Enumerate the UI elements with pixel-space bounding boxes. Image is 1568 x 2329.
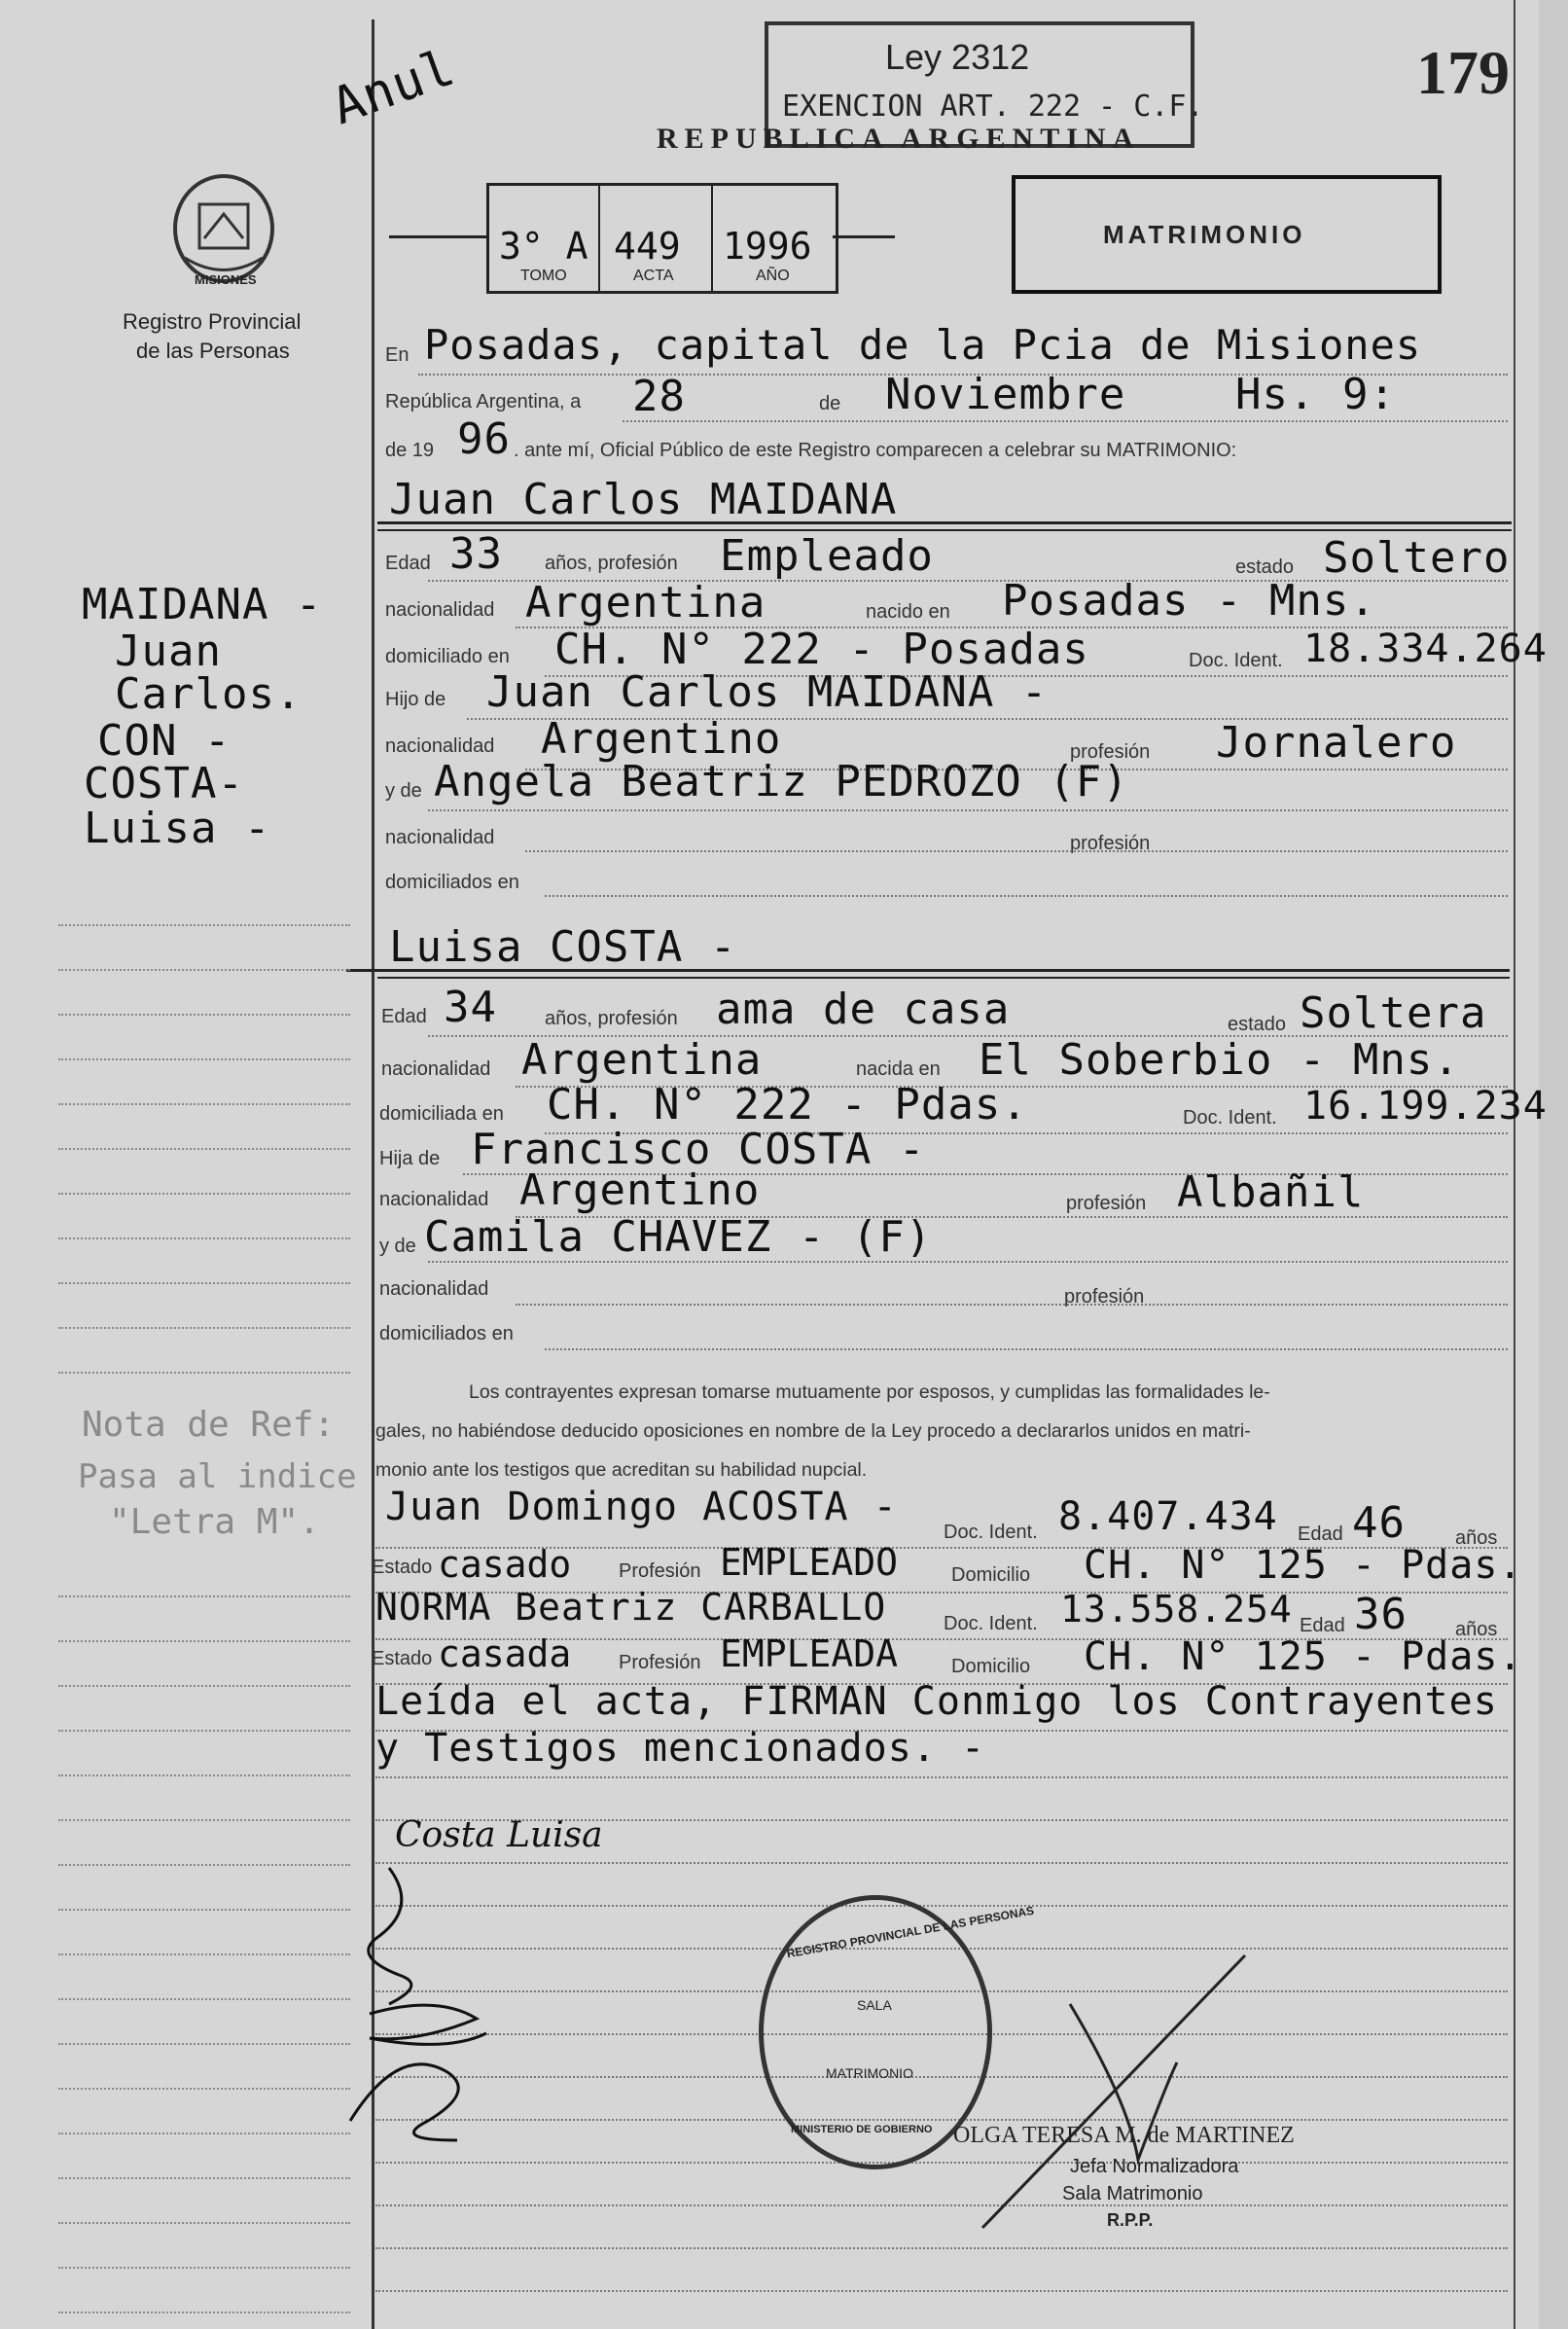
officer-title-1: Jefa Normalizadora [1070, 2156, 1239, 2177]
de-month-label: de [819, 393, 841, 414]
witness1-doc: 8.407.434 [1058, 1494, 1278, 1539]
margin-rule [58, 1909, 350, 1911]
bride-parents-address-label: domiciliados en [379, 1323, 514, 1344]
act-type-label: MATRIMONIO [1103, 220, 1306, 249]
groom-address: CH. N° 222 - Posadas [554, 625, 1089, 674]
witness2-address: CH. N° 125 - Pdas. [1084, 1634, 1523, 1679]
groom-name: Juan Carlos MAIDANA [389, 475, 898, 524]
witness1-doc-label: Doc. Ident. [944, 1522, 1038, 1543]
officer-name: OLGA TERESA M. de MARTINEZ [953, 2123, 1295, 2148]
margin-rule [58, 1685, 350, 1687]
bride-doc-label: Doc. Ident. [1183, 1107, 1277, 1129]
ruled-line [375, 1905, 1508, 1907]
bride-father-prof: Albañil [1177, 1167, 1365, 1217]
appearance-statement: . ante mí, Oficial Público de este Registro comparecen a celebrar su MATRIMONIO: [514, 440, 1237, 461]
bride-name-rule [346, 969, 1510, 972]
margin-rule [58, 2088, 350, 2090]
ruled-line [375, 2247, 1508, 2249]
margin-name-line-4: CON - [97, 716, 232, 766]
groom-age-label: Edad [385, 553, 431, 574]
witness1-age: 46 [1352, 1498, 1406, 1548]
groom-mother: Angela Beatriz PEDROZO (F) [434, 757, 1129, 806]
year-prefix-label: de 19 [385, 440, 435, 461]
registry-name-line-1: Registro Provincial [123, 309, 302, 334]
margin-rule [58, 1282, 350, 1284]
groom-father-nat: Argentino [541, 714, 782, 764]
ruled-line [375, 2204, 1508, 2206]
witness2-age: 36 [1354, 1590, 1408, 1639]
groom-born-label: nacido en [866, 601, 950, 623]
margin-rule [58, 1237, 350, 1239]
margin-rule [58, 1640, 350, 1642]
witness2-name: NORMA Beatriz CARBALLO [375, 1586, 887, 1629]
ruled-line [375, 2162, 1508, 2164]
signature-scribbles [331, 1848, 525, 2169]
place-value: Posadas, capital de la Pcia de Misiones [424, 321, 1422, 369]
margin-rule [58, 2177, 350, 2179]
bride-daughter-of-label: Hija de [379, 1148, 441, 1169]
witness2-estado-label: Estado [372, 1648, 433, 1669]
seal-bottom-text: MINISTERIO DE GOBIERNO [791, 2124, 933, 2135]
groom-mother-nat-rule [525, 850, 1508, 852]
margin-name-line-1: MAIDANA - [82, 580, 323, 629]
witness2-prof-label: Profesión [619, 1652, 701, 1673]
closing-line-1: Leída el acta, FIRMAN Conmigo los Contrayentes [375, 1679, 1498, 1724]
margin-name-line-3: Carlos. [115, 669, 303, 719]
seal-outer-text: REGISTRO PROVINCIAL DE LAS PERSONAS [785, 1903, 1036, 1961]
witness1-name: Juan Domingo ACOSTA - [385, 1485, 898, 1529]
closing-line-2: y Testigos mencionados. - [375, 1726, 986, 1771]
witness2-years-label: años [1455, 1619, 1498, 1640]
witness2-estado: casada [438, 1632, 572, 1675]
bride-mother-rule [428, 1261, 1508, 1263]
witness1-prof-label: Profesión [619, 1560, 701, 1582]
declaration-line-1: Los contrayentes expresan tomarse mutuamente por esposos, y cumplidas las formalidades le- [469, 1381, 1270, 1403]
ano-value: 1996 [723, 225, 812, 268]
groom-parents-address-label: domiciliados en [385, 872, 519, 893]
margin-rule [58, 1103, 350, 1105]
bride-estado-label: estado [1228, 1014, 1287, 1035]
date-rule [623, 420, 1508, 422]
groom-birthplace: Posadas - Mns. [1002, 576, 1376, 626]
en-label: En [385, 344, 410, 366]
margin-rule [58, 2132, 350, 2134]
margin-rule [58, 2311, 350, 2313]
groom-profession-label: años, profesión [545, 553, 678, 574]
groom-name-rule [377, 521, 1512, 524]
bride-born-label: nacida en [856, 1058, 941, 1080]
bride-age-label: Edad [381, 1006, 427, 1027]
acta-value: 449 [614, 225, 681, 268]
margin-rule [58, 1014, 350, 1016]
stamp-line-2: EXENCION ART. 222 - C.F. [782, 90, 1204, 124]
groom-parents-address-rule [545, 895, 1508, 897]
day-value: 28 [632, 372, 686, 421]
groom-estado: Soltero [1323, 533, 1511, 583]
act-box-divider-2 [711, 186, 713, 291]
groom-father-nat-label: nacionalidad [385, 735, 495, 757]
bride-signature: Costa Luisa [395, 1815, 603, 1855]
margin-rule [58, 1730, 350, 1732]
margin-rule [58, 1327, 350, 1329]
declaration-line-3: monio ante los testigos que acreditan su habilidad nupcial. [375, 1459, 868, 1481]
declaration-line-2: gales, no habiéndose deducido oposiciones en nombre de la Ley procedo a declararlos unidos en matri- [375, 1420, 1251, 1442]
officer-title-2: Sala Matrimonio [1062, 2183, 1203, 2204]
seal-inner-text-1: SALA [857, 1997, 892, 2013]
margin-rule [58, 1953, 350, 1955]
groom-mother-prof-label: profesión [1070, 833, 1151, 854]
witness2-age-label: Edad [1300, 1615, 1345, 1636]
margin-rule [58, 1193, 350, 1195]
witness1-estado-label: Estado [372, 1557, 433, 1578]
witness1-estado: casado [438, 1543, 572, 1586]
stamp-line-1: Ley 2312 [885, 37, 1030, 77]
folio-number: 179 [1416, 38, 1510, 107]
groom-mother-nat-label: nacionalidad [385, 827, 495, 848]
ref-note-line-3: "Letra M". [109, 1502, 320, 1542]
bride-doc: 16.199.234 [1303, 1084, 1548, 1129]
ruled-line [375, 1862, 1508, 1864]
groom-doc: 18.334.264 [1303, 627, 1548, 671]
margin-name-line-5: COSTA- [84, 759, 244, 808]
margin-rule [58, 924, 350, 926]
bride-nationality-label: nacionalidad [381, 1058, 491, 1080]
bride-birthplace: El Soberbio - Mns. [979, 1035, 1460, 1085]
groom-mother-label: y de [385, 780, 422, 802]
groom-nationality-label: nacionalidad [385, 599, 495, 621]
bride-name-rule-2 [377, 977, 1510, 979]
witness2-profession: EMPLEADA [720, 1632, 899, 1675]
groom-name-rule-2 [377, 529, 1512, 531]
groom-father-prof: Jornalero [1216, 718, 1457, 768]
bride-address-label: domiciliada en [379, 1103, 504, 1125]
acta-label: ACTA [633, 268, 674, 284]
margin-rule [58, 2043, 350, 2045]
act-type-box [1012, 175, 1442, 294]
witness2-doc: 13.558.254 [1060, 1588, 1293, 1630]
bride-mother-prof-label: profesión [1064, 1286, 1145, 1308]
margin-rule [58, 1372, 350, 1374]
act-box-divider-1 [598, 186, 600, 291]
margin-rule [58, 1819, 350, 1821]
ref-note-line-1: Nota de Ref: [82, 1405, 336, 1445]
bride-name: Luisa COSTA - [389, 922, 737, 972]
witness2-dom-label: Domicilio [951, 1656, 1031, 1677]
bride-mother: Camila CHAVEZ - (F) [424, 1212, 933, 1262]
ref-note-line-2: Pasa al indice [78, 1457, 357, 1496]
bride-father-nat: Argentino [519, 1165, 761, 1215]
act-number-box [486, 183, 838, 294]
tomo-label: TOMO [520, 268, 567, 284]
groom-father: Juan Carlos MAIDANA - [486, 667, 1049, 717]
margin-name-line-6: Luisa - [84, 804, 271, 853]
month-value: Noviembre [885, 370, 1126, 419]
groom-son-of-label: Hijo de [385, 689, 446, 710]
bride-father: Francisco COSTA - [471, 1125, 926, 1174]
witness1-age-label: Edad [1298, 1523, 1343, 1545]
margin-rule [58, 1998, 350, 2000]
hour-value: Hs. 9: [1235, 370, 1396, 419]
margin-rule [58, 969, 350, 971]
corner-annotation: Anul [324, 38, 463, 137]
margin-rule [58, 1595, 350, 1597]
coat-of-arms-icon [165, 170, 282, 287]
bride-father-nat-label: nacionalidad [379, 1189, 489, 1210]
ruled-line [375, 2290, 1508, 2292]
bride-nationality: Argentina [521, 1035, 763, 1085]
ano-label: AÑO [756, 268, 790, 284]
bride-address: CH. N° 222 - Pdas. [547, 1080, 1028, 1129]
bride-age: 34 [444, 983, 497, 1032]
right-margin-border [1514, 0, 1515, 2329]
witness1-address: CH. N° 125 - Pdas. [1084, 1543, 1523, 1588]
groom-nationality: Argentina [525, 578, 766, 627]
bride-profession-label: años, profesión [545, 1008, 678, 1029]
registry-name-line-2: de las Personas [136, 339, 290, 363]
act-box-left-rule [389, 235, 486, 238]
bride-estado: Soltera [1300, 988, 1487, 1038]
act-box-right-rule [833, 235, 895, 238]
witness1-years-label: años [1455, 1527, 1498, 1549]
tomo-value: 3° A [499, 225, 588, 268]
groom-mother-rule [428, 809, 1508, 811]
groom-profession: Empleado [720, 531, 934, 581]
margin-rule [58, 1148, 350, 1150]
groom-doc-label: Doc. Ident. [1189, 650, 1283, 671]
witness2-doc-label: Doc. Ident. [944, 1613, 1038, 1634]
margin-rule [58, 1058, 350, 1060]
groom-address-label: domiciliado en [385, 646, 510, 667]
witness1-dom-label: Domicilio [951, 1564, 1031, 1586]
bride-father-prof-label: profesión [1066, 1193, 1147, 1214]
margin-rule [58, 2267, 350, 2269]
margin-rule [58, 1864, 350, 1866]
bride-mother-nat-rule [516, 1304, 1508, 1306]
bride-mother-label: y de [379, 1236, 416, 1257]
seal-caption: MISIONES [195, 272, 257, 287]
bride-parents-address-rule [545, 1348, 1508, 1350]
officer-title-3: R.P.P. [1107, 2210, 1154, 2230]
groom-estado-label: estado [1235, 556, 1295, 578]
year-value: 96 [457, 414, 511, 464]
country-header: REPUBLICA ARGENTINA [657, 123, 1141, 155]
groom-age: 33 [449, 529, 503, 579]
bride-mother-nat-label: nacionalidad [379, 1278, 489, 1300]
groom-father-prof-label: profesión [1070, 741, 1151, 763]
margin-rule [58, 2222, 350, 2224]
closing-rule-2 [375, 1776, 1508, 1778]
bride-profession: ama de casa [716, 985, 1011, 1034]
witness1-profession: EMPLEADO [720, 1541, 899, 1584]
margin-name-line-2: Juan [115, 627, 222, 676]
seal-inner-text-2: MATRIMONIO [826, 2065, 913, 2081]
republic-label: República Argentina, a [385, 391, 582, 412]
margin-rule [58, 1774, 350, 1776]
